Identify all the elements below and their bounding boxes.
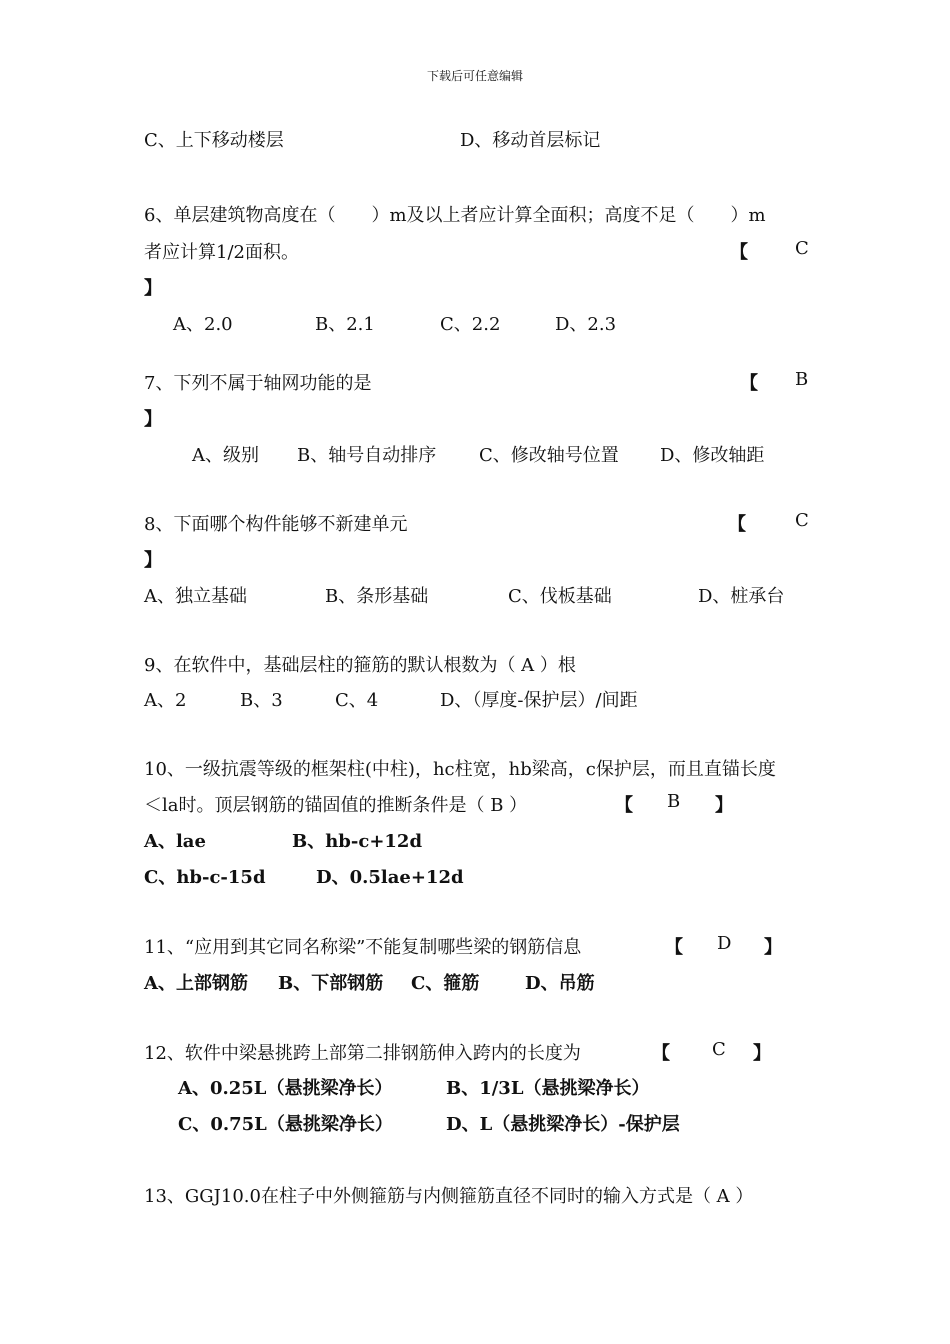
q8-bracket-close: 】: [144, 550, 162, 571]
q11-option-b: B、下部钢筋: [278, 973, 384, 994]
q10-option-d: D、0.5lae+12d: [316, 867, 464, 888]
q9-option-b: B、3: [240, 690, 283, 711]
q6-option-b: B、2.1: [315, 314, 375, 335]
q10-option-c: C、hb-c-15d: [144, 867, 266, 888]
q10-bracket-close: 】: [715, 795, 733, 816]
q7-option-d: D、修改轴距: [660, 445, 765, 466]
q11-bracket-open: 【: [665, 937, 683, 958]
q6-bracket-open: 【: [730, 242, 748, 263]
q10-option-a: A、lae: [144, 831, 206, 852]
q7-bracket-open: 【: [740, 373, 758, 394]
q6-stem-line1: 6、单层建筑物高度在（ ）m及以上者应计算全面积；高度不足（ ）m: [144, 205, 766, 226]
q10-answer: B: [667, 791, 681, 812]
q5-option-d: D、移动首层标记: [460, 130, 601, 151]
q11-answer: D: [717, 933, 732, 954]
q12-answer: C: [712, 1039, 726, 1060]
q9-stem: 9、在软件中，基础层柱的箍筋的默认根数为（ A ）根: [144, 655, 576, 676]
q9-option-d: D、（厚度-保护层）/间距: [440, 690, 638, 711]
q12-option-a: A、0.25L（悬挑梁净长）: [178, 1078, 393, 1099]
q10-bracket-open: 【: [615, 795, 633, 816]
q9-option-c: C、4: [335, 690, 379, 711]
q10-stem-line2: ＜la时。顶层钢筋的锚固值的推断条件是（ B ）: [144, 795, 528, 816]
q8-answer: C: [795, 510, 809, 531]
q6-option-a: A、2.0: [173, 314, 233, 335]
q8-option-d: D、桩承台: [698, 586, 785, 607]
q11-option-a: A、上部钢筋: [144, 973, 248, 994]
q7-option-a: A、级别: [192, 445, 259, 466]
q10-stem-line1: 10、一级抗震等级的框架柱(中柱)，hc柱宽，hb梁高，c保护层，而且直锚长度: [144, 759, 776, 780]
q11-stem: 11、“应用到其它同名称梁”不能复制哪些梁的钢筋信息: [144, 937, 582, 958]
q12-option-d: D、L（悬挑梁净长）-保护层: [446, 1114, 680, 1135]
page-header: 下载后可任意编辑: [426, 69, 523, 83]
q7-answer: B: [795, 369, 809, 390]
q6-stem-line2: 者应计算1/2面积。: [144, 242, 299, 263]
q8-option-b: B、条形基础: [325, 586, 429, 607]
q10-option-b: B、hb-c+12d: [292, 831, 423, 852]
q12-option-c: C、0.75L（悬挑梁净长）: [178, 1114, 393, 1135]
q5-option-c: C、上下移动楼层: [144, 130, 284, 151]
q13-stem: 13、GGJ10.0在柱子中外侧箍筋与内侧箍筋直径不同时的输入方式是（ A ）: [144, 1186, 754, 1207]
q6-bracket-close: 】: [144, 278, 162, 299]
q12-option-b: B、1/3L（悬挑梁净长）: [446, 1078, 650, 1099]
q11-bracket-close: 】: [764, 937, 782, 958]
q8-option-c: C、伐板基础: [508, 586, 612, 607]
q11-option-d: D、吊筋: [525, 973, 595, 994]
q8-bracket-open: 【: [728, 514, 746, 535]
q11-option-c: C、箍筋: [411, 973, 480, 994]
q12-stem: 12、软件中梁悬挑跨上部第二排钢筋伸入跨内的长度为: [144, 1043, 581, 1064]
q7-bracket-close: 】: [144, 409, 162, 430]
q8-option-a: A、独立基础: [144, 586, 247, 607]
q6-option-d: D、2.3: [555, 314, 617, 335]
q6-option-c: C、2.2: [440, 314, 501, 335]
q7-option-b: B、轴号自动排序: [297, 445, 437, 466]
q7-stem: 7、下列不属于轴网功能的是: [144, 373, 372, 394]
q9-option-a: A、2: [144, 690, 187, 711]
q8-stem: 8、下面哪个构件能够不新建单元: [144, 514, 408, 535]
q12-bracket-open: 【: [652, 1043, 670, 1064]
q6-answer: C: [795, 238, 809, 259]
q7-option-c: C、修改轴号位置: [479, 445, 619, 466]
q12-bracket-close: 】: [753, 1043, 771, 1064]
